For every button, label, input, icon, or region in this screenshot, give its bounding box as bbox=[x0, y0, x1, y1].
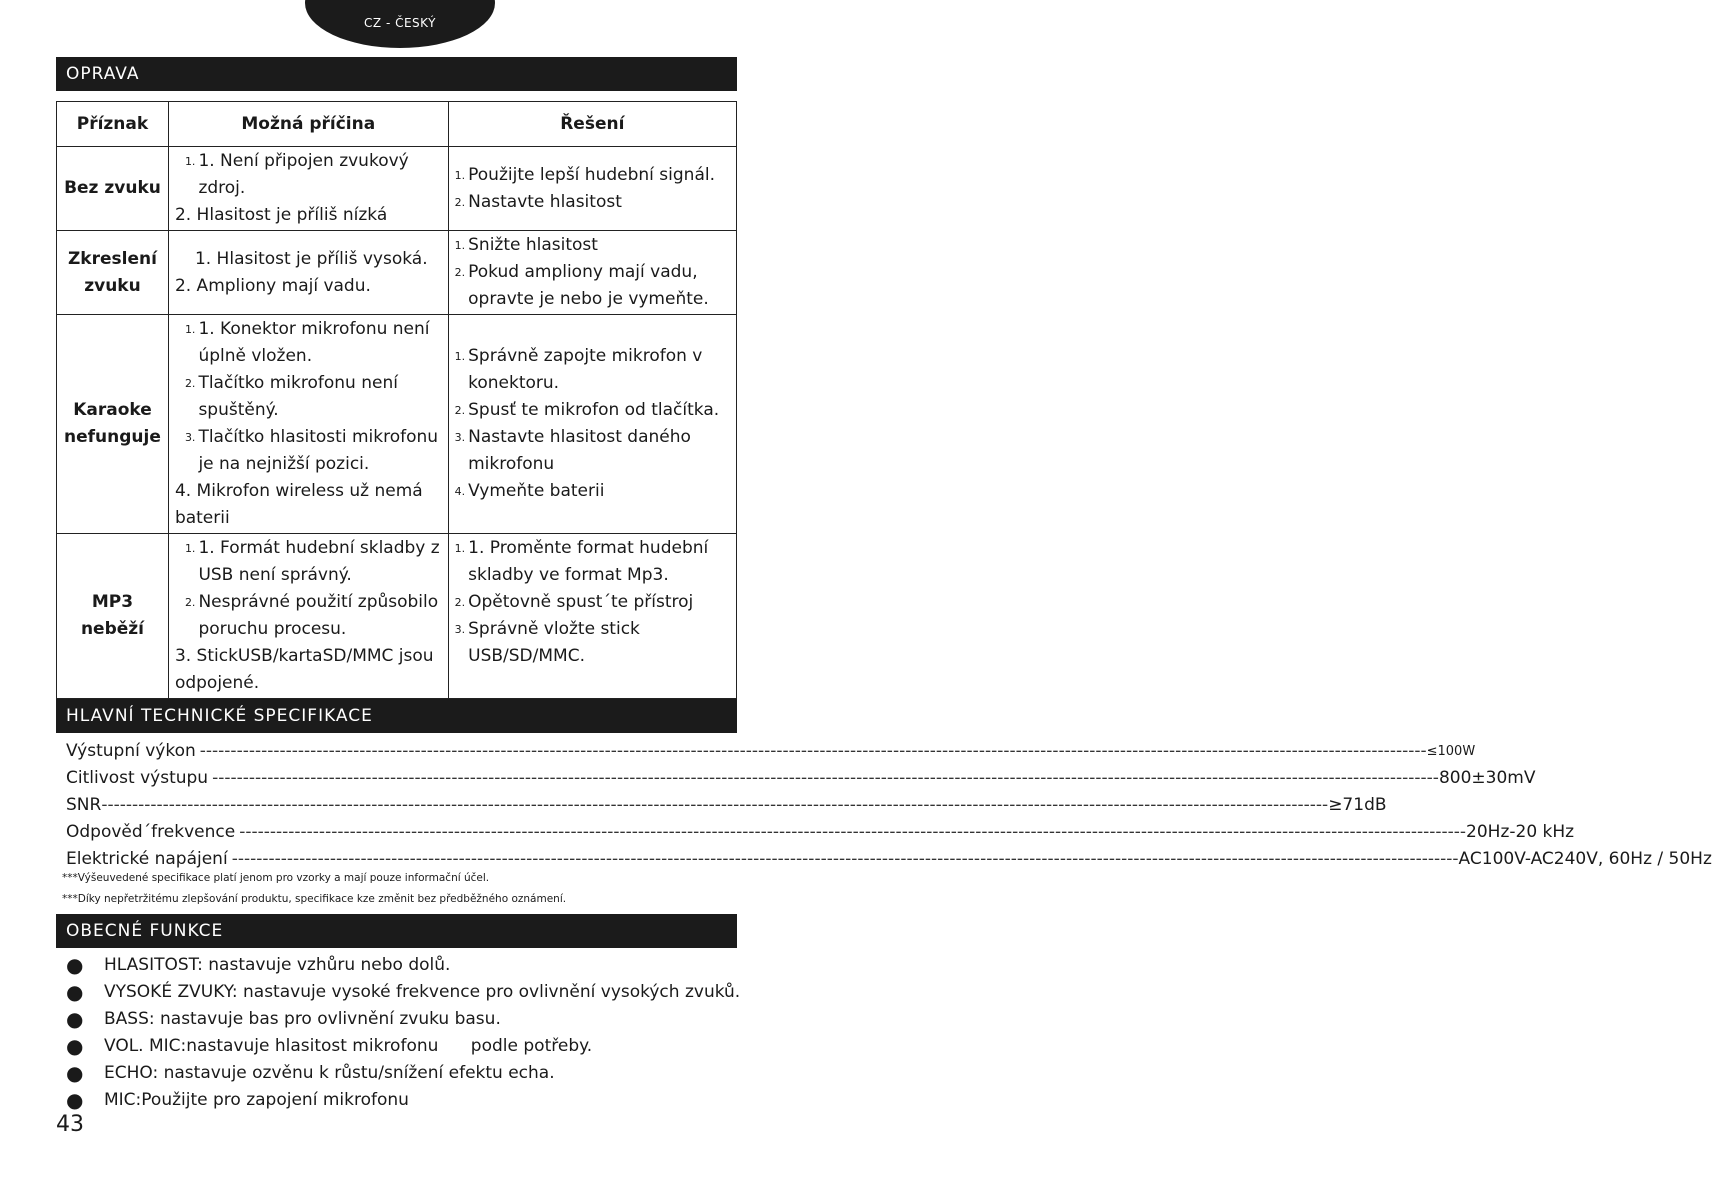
list-item bbox=[62, 1087, 742, 1114]
page-number: 43 bbox=[56, 1112, 84, 1137]
features-header bbox=[56, 914, 737, 948]
feature-text: HLASITOST: nastavuje vzhůru nebo dolů. bbox=[104, 955, 451, 975]
leader-dots: -------------------------------------------------------------------------------------------------------------------------------------------------------------------------------------------------------- bbox=[212, 768, 1439, 788]
spec-row bbox=[66, 765, 1536, 792]
list-item: 1. Snižte hlasitost bbox=[454, 235, 598, 255]
spec-value: 800±30mV bbox=[1438, 768, 1536, 788]
list-item: 2. Nesprávné použití způsobilo poruchu procesu. bbox=[184, 592, 439, 639]
spec-row bbox=[66, 738, 1476, 765]
list-item: 1. 1. Není připojen zvukový zdroj. bbox=[184, 151, 409, 198]
spec-label: SNR bbox=[66, 795, 102, 815]
bullet-icon: ● bbox=[66, 1061, 84, 1085]
table-row bbox=[57, 534, 737, 699]
list-item: 3. Nastavte hlasitost daného mikrofonu bbox=[454, 427, 691, 474]
feature-text: VYSOKÉ ZVUKY: nastavuje vysoké frekvence pro ovlivnění vysokých zvuků. bbox=[104, 982, 741, 1002]
leader-dots: -------------------------------------------------------------------------------------------------------------------------------------------------------------------------------------------------------- bbox=[231, 849, 1459, 869]
list-item: 2. Tlačítko mikrofonu není spuštěný. bbox=[184, 373, 398, 420]
list-item bbox=[62, 1033, 742, 1060]
symptom-cell: MP3 neběží bbox=[57, 534, 169, 699]
list-item: 3. Správně vložte stick USB/SD/MMC. bbox=[454, 619, 640, 666]
table-row bbox=[57, 231, 737, 315]
troubleshooting-title: OPRAVA bbox=[66, 64, 140, 84]
symptom-cell: Zkreslení zvuku bbox=[57, 231, 169, 315]
cause-cell bbox=[168, 231, 448, 315]
bullet-icon: ● bbox=[66, 1088, 84, 1112]
spec-row bbox=[66, 846, 1712, 873]
bullet-icon: ● bbox=[66, 1034, 84, 1058]
column-header: Řešení bbox=[448, 102, 736, 147]
list-item bbox=[62, 1006, 742, 1033]
spec-row bbox=[66, 792, 1387, 819]
spec-note: ***Díky nepřetržitému zlepšování produktu, specifikace kze změnit bez předběžného oznámení. bbox=[62, 893, 567, 905]
bullet-icon: ● bbox=[66, 1007, 84, 1031]
language-tab bbox=[305, 0, 495, 48]
table-row bbox=[57, 315, 737, 534]
solution-cell bbox=[448, 315, 736, 534]
features-title: OBECNÉ FUNKCE bbox=[66, 921, 224, 941]
list-item: 1. Hlasitost je příliš vysoká. bbox=[194, 248, 428, 269]
spec-label: Výstupní výkon bbox=[66, 741, 196, 761]
list-item: 1. Použijte lepší hudební signál. bbox=[454, 164, 715, 185]
list-item bbox=[62, 979, 742, 1006]
list-item: 2. Spusť te mikrofon od tlačítka. bbox=[454, 400, 720, 420]
spec-label: Citlivost výstupu bbox=[66, 768, 209, 788]
troubleshooting-header bbox=[56, 57, 737, 91]
spec-value: 20Hz-20 kHz bbox=[1466, 822, 1575, 842]
spec-value: AC100V-AC240V, 60Hz / 50Hz bbox=[1458, 849, 1712, 869]
list-item bbox=[62, 952, 742, 979]
leader-dots: -------------------------------------------------------------------------------------------------------------------------------------------------------------------------------------------------------- bbox=[101, 795, 1329, 815]
column-header: Možná příčina bbox=[168, 102, 448, 147]
solution-cell bbox=[448, 534, 736, 699]
list-item: 2. Pokud ampliony mají vadu, opravte je nebo je vymeňte. bbox=[454, 262, 709, 309]
feature-text: BASS: nastavuje bas pro ovlivnění zvuku basu. bbox=[104, 1009, 501, 1029]
list-item: 2. Ampliony mají vadu. bbox=[174, 275, 371, 296]
cause-cell bbox=[168, 315, 448, 534]
troubleshooting-table bbox=[56, 101, 737, 699]
list-item: 2. Nastavte hlasitost bbox=[454, 191, 622, 212]
list-item: 1. 1. Konektor mikrofonu není úplně vložen. bbox=[184, 319, 430, 366]
leader-dots: -------------------------------------------------------------------------------------------------------------------------------------------------------------------------------------------------------- bbox=[239, 822, 1467, 842]
feature-text: VOL. MIC:nastavuje hlasitost mikrofonu podle potřeby. bbox=[104, 1036, 593, 1056]
list-item: 2. Hlasitost je příliš nízká bbox=[174, 205, 388, 225]
spec-row bbox=[66, 819, 1575, 846]
solution-cell bbox=[448, 231, 736, 315]
column-header: Příznak bbox=[57, 102, 169, 147]
list-item: 4. Vymeňte baterii bbox=[454, 481, 605, 501]
feature-text: MIC:Použijte pro zapojení mikrofonu bbox=[104, 1090, 409, 1110]
list-item: 1. 1. Proměnte format hudební skladby ve format Mp3. bbox=[454, 538, 709, 585]
spec-label: Elektrické napájení bbox=[66, 849, 228, 869]
list-item: 3. StickUSB/kartaSD/MMC jsou odpojené. bbox=[174, 646, 434, 693]
specs-title: HLAVNÍ TECHNICKÉ SPECIFIKACE bbox=[66, 706, 373, 726]
spec-value: ≥71dB bbox=[1328, 795, 1387, 815]
symptom-cell: Karaoke nefunguje bbox=[57, 315, 169, 534]
list-item: 1. Správně zapojte mikrofon v konektoru. bbox=[454, 346, 703, 393]
list-item: 3. Tlačítko hlasitosti mikrofonu je na nejnižší pozici. bbox=[184, 427, 439, 474]
specs-list bbox=[66, 738, 1712, 873]
cause-cell bbox=[168, 534, 448, 699]
bullet-icon: ● bbox=[66, 980, 84, 1004]
list-item bbox=[62, 1060, 742, 1087]
list-item: 1. 1. Formát hudební skladby z USB není správný. bbox=[184, 538, 440, 585]
spec-value: ≤100W bbox=[1426, 744, 1476, 759]
list-item: 2. Opětovně spust´te přístroj bbox=[454, 592, 694, 612]
feature-text: ECHO: nastavuje ozvěnu k růstu/snížení efektu echa. bbox=[104, 1063, 555, 1083]
table-header-row bbox=[57, 102, 737, 147]
symptom-cell: Bez zvuku bbox=[57, 147, 169, 231]
leader-dots: -------------------------------------------------------------------------------------------------------------------------------------------------------------------------------------------------------- bbox=[199, 741, 1427, 761]
bullet-icon: ● bbox=[66, 953, 84, 977]
specs-header bbox=[56, 699, 737, 733]
features-list bbox=[62, 952, 742, 1114]
spec-label: Odpověd´frekvence bbox=[66, 822, 236, 842]
spec-note: ***Výšeuvedené specifikace platí jenom pro vzorky a mají pouze informační účel. bbox=[62, 872, 490, 884]
cause-cell bbox=[168, 147, 448, 231]
table-row bbox=[57, 147, 737, 231]
solution-cell bbox=[448, 147, 736, 231]
list-item: 4. Mikrofon wireless už nemá baterii bbox=[174, 481, 423, 528]
language-label: CZ - ČESKÝ bbox=[364, 16, 436, 30]
